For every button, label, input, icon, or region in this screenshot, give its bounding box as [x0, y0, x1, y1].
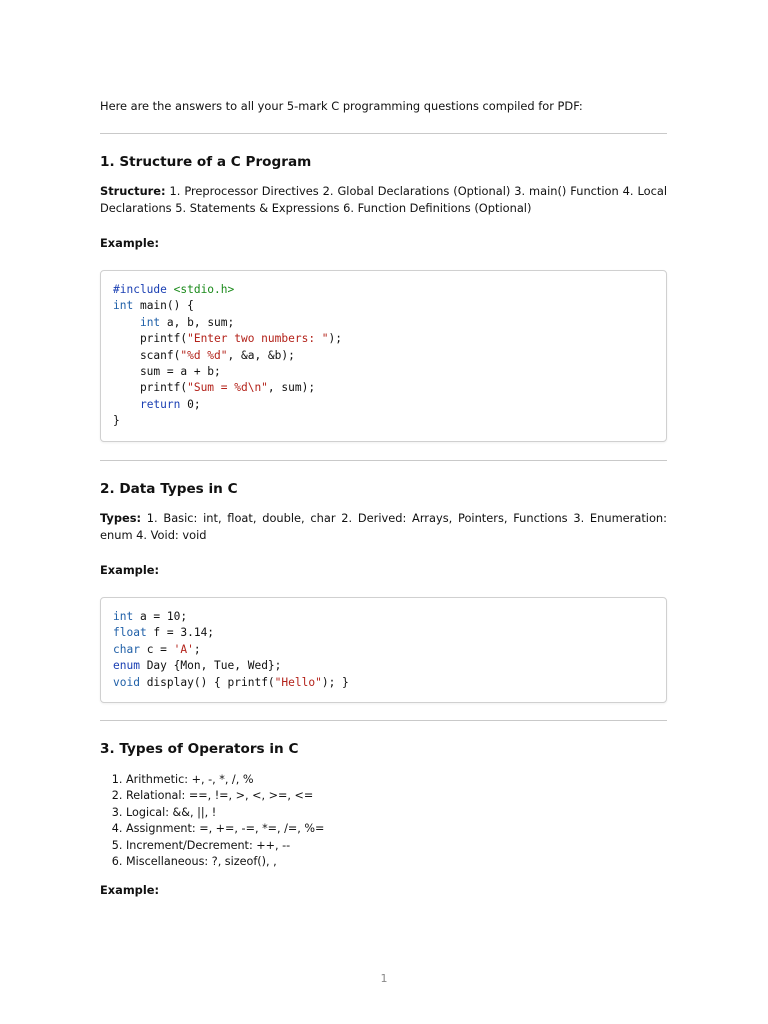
example-label-3: Example:	[100, 883, 160, 897]
operators-list	[100, 772, 324, 870]
code-line	[113, 381, 315, 394]
structure-label: Structure:	[100, 184, 166, 198]
code-block-structure	[100, 270, 667, 442]
code-token: printf(	[113, 381, 188, 395]
code-line	[113, 283, 234, 296]
code-token: display() { printf(	[139, 675, 275, 689]
example-label-2: Example:	[100, 563, 160, 577]
code-line	[113, 659, 281, 672]
code-token: float	[113, 626, 147, 640]
code-token: printf(	[113, 332, 188, 346]
code-line	[113, 610, 187, 623]
divider	[100, 133, 667, 134]
code-token: 'A'	[173, 642, 194, 656]
code-token: main() {	[133, 299, 194, 313]
code-line	[113, 643, 201, 656]
example-label-1: Example:	[100, 236, 160, 250]
code-line	[113, 414, 120, 427]
code-token: );	[328, 332, 343, 346]
code-token: <stdio.h>	[173, 283, 235, 296]
code-structure	[101, 271, 666, 441]
code-line	[113, 299, 194, 312]
code-token: a, b, sum;	[160, 315, 235, 329]
page-number: 1	[380, 972, 388, 985]
code-token: int	[113, 299, 134, 313]
types-label: Types:	[100, 511, 142, 525]
code-token: char	[113, 642, 140, 656]
code-line	[113, 398, 201, 411]
structure-text: 1. Preprocessor Directives 2. Global Declarations (Optional) 3. main() Function 4. Local Declarations 5. Statements & Expressions 6. Function Definitions (Optional)	[100, 184, 667, 215]
code-token: }	[113, 414, 120, 428]
list-item: 2. Relational: ==, !=, >, <, >=, <=	[126, 788, 324, 804]
code-token: void	[113, 675, 140, 689]
code-token: enum	[113, 659, 140, 673]
types-text: 1. Basic: int, float, double, char 2. Derived: Arrays, Pointers, Functions 3. Enumeration: enum 4. Void: void	[100, 511, 667, 542]
code-token: int	[113, 610, 134, 623]
intro-text: Here are the answers to all your 5-mark C programming questions compiled for PDF:	[100, 99, 583, 113]
code-line	[113, 365, 221, 378]
divider	[100, 720, 667, 721]
code-token: ); }	[321, 675, 349, 689]
code-token: scanf(	[113, 348, 181, 362]
code-token	[113, 398, 140, 411]
code-line	[113, 316, 234, 329]
code-token: sum = a + b;	[113, 365, 221, 379]
code-token: , &a, &b);	[227, 348, 295, 362]
code-line	[113, 626, 214, 639]
code-token: "%d %d"	[180, 348, 228, 362]
code-token: #include	[113, 283, 174, 296]
code-token	[113, 316, 140, 329]
list-item: 5. Increment/Decrement: ++, --	[126, 838, 324, 854]
section-title-structure: 1. Structure of a C Program	[100, 154, 312, 170]
list-item: 3. Logical: &&, ||, !	[126, 805, 324, 821]
code-token: f = 3.14;	[146, 626, 215, 640]
code-token: 0;	[180, 397, 201, 411]
code-block-data-types	[100, 597, 667, 703]
code-data-types	[101, 598, 666, 702]
code-token: Day {Mon, Tue, Wed};	[139, 659, 282, 673]
section-title-data-types: 2. Data Types in C	[100, 481, 238, 497]
code-line	[113, 676, 349, 689]
code-token: int	[139, 315, 161, 329]
code-line	[113, 332, 342, 345]
structure-paragraph	[100, 183, 667, 217]
divider	[100, 460, 667, 461]
list-item: 4. Assignment: =, +=, -=, *=, /=, %=	[126, 821, 324, 837]
list-item: 6. Miscellaneous: ?, sizeof(), ,	[126, 854, 324, 870]
section-title-operators: 3. Types of Operators in C	[100, 741, 299, 757]
list-item: 1. Arithmetic: +, -, *, /, %	[126, 772, 324, 788]
code-line	[113, 349, 295, 362]
code-token: c =	[139, 642, 174, 656]
code-token: , sum);	[267, 381, 316, 395]
types-paragraph	[100, 510, 667, 544]
code-token: "Sum = %d\n"	[187, 381, 268, 395]
code-token: return	[139, 397, 181, 411]
code-token: ;	[193, 642, 201, 656]
code-token: a = 10;	[133, 610, 188, 623]
code-token: "Hello"	[274, 675, 322, 689]
code-token: "Enter two numbers: "	[187, 332, 329, 346]
